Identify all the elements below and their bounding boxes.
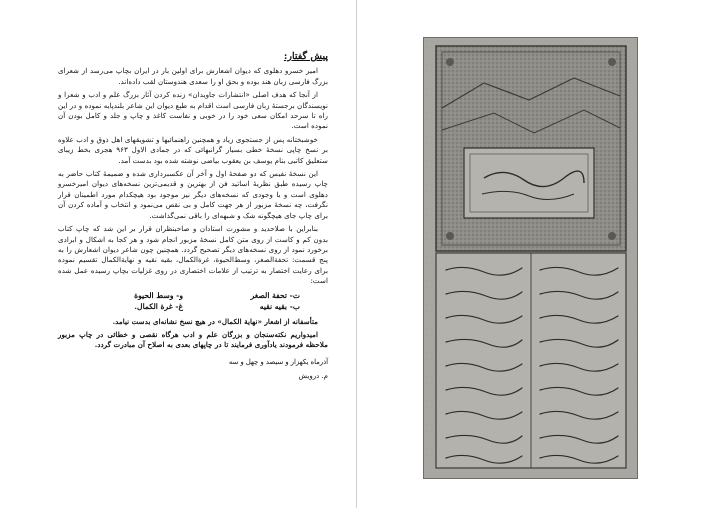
closing-signature	[58, 357, 328, 382]
abbreviation-item: و- وسط الحیوة	[134, 290, 183, 300]
right-page	[357, 0, 712, 508]
abbreviation-item: ب- بقیه نقیه	[259, 301, 300, 311]
manuscript-illumination-image	[424, 38, 637, 478]
date-line: آذرماه یکهزار و سیصد و چهل و سه	[228, 357, 328, 366]
abbreviation-item: ت- تحفة الصغر	[250, 290, 300, 300]
abbreviation-item: غ- غرة الکمال.	[134, 301, 183, 311]
preface-paragraph: این نسخهٔ نفیس که دو صفحهٔ اول و آخر آن عکسبرداری شده و ضمیمهٔ کتاب حاضر به چاپ رسیده طبق نظریهٔ اساتید فن از بهترین و قدیمی‌ترین نسخه‌های دیوان امیرخسرو دهلوی است و با وجودی که نسخه‌های دیگر نیز موجود بود هیچکدام مورد اطمینان قرار نگرفت، چه نسخهٔ مزبور از هر جهت کامل و بی نقص می‌نمود و انتخاب و آماده کردن آن برای چاپ جای هیچگونه شک و شبهه‌ای را باقی نمی‌گذاشت.	[58, 169, 328, 220]
preface-paragraph: امیر خسرو دهلوی که دیوان اشعارش برای اولین بار در ایران بچاپ می‌رسد از شعرای بزرگ فارسی زبان هند بوده و بحق او را سعدی هندوستان لقب داده‌اند.	[58, 66, 328, 86]
author-name: م. درویش	[298, 372, 328, 381]
preface-text-block	[58, 52, 328, 382]
preface-paragraph: بنابراین با صلاحدید و مشورت استادان و صاحبنظران قرار بر این شد که چاپ کتاب بدون کم و کاست از روی متن کامل نسخهٔ مزبور انجام شود و هر کجا به اشکال و ابرادی برخورد نمود از روی نسخه‌های دیگر تصحیح گردد. همچنین چون شاعر دیوان اشعارش را به پنج قسمت: تحفة‌الصغر، وسط‌الحیوة، غرة‌الکمال، بقیه نقیه و نهایة‌الکمال تقسیم نموده برای رعایت اختصار به ترتیب از علامات اختصاری در روی غزلیات بچاپ رسیده عمل شده است:	[58, 224, 328, 286]
preface-paragraph: خوشبختانه پس از جستجوی زیاد و همچنین راهنمائیها و تشویقهای اهل ذوق و ادب علاوه بر نسخ چاپی نسخهٔ خطی بسیار گرانبهائی که در جمادی الاول ۹۶۳ هجری بخط زیبای ستعلیق کاتبی بنام یوسف بن یعقوب بیاضی نوشته شده بود بدست آمد.	[58, 134, 329, 165]
preface-paragraph: از آنجا که هدف اصلی «انتشارات جاویدان» زنده کردن آثار بزرگ علم و ادب و شعرا و نویسندگان برجستهٔ زبان فارسی است اقدام به طبع دیوان این شاعر بلندپایه نموده و در این راه تا سرحد امکان سعی خود را در خوبی و نفاست کاغذ و چاپ و جلد و کامل بودن آن نموده است.	[58, 90, 328, 131]
manuscript-photo	[423, 37, 638, 479]
abbreviation-list	[86, 290, 300, 312]
preface-heading: پیش گفتار:	[283, 51, 328, 62]
preface-paragraph: متأسفانه از اشعار «نهایة الکمال» در هیچ نسخ نشانه‌ای بدست نیامد.	[112, 316, 318, 326]
preface-paragraph: امیدواریم نکته‌سنجان و بزرگان علم و ادب هرگاه نقصی و خطائی در چاپ مزبور ملاحظه فرمودند یادآوری فرمایند تا در چاپهای بعدی به اصلاح آن مبادرت گردد.	[58, 329, 328, 350]
